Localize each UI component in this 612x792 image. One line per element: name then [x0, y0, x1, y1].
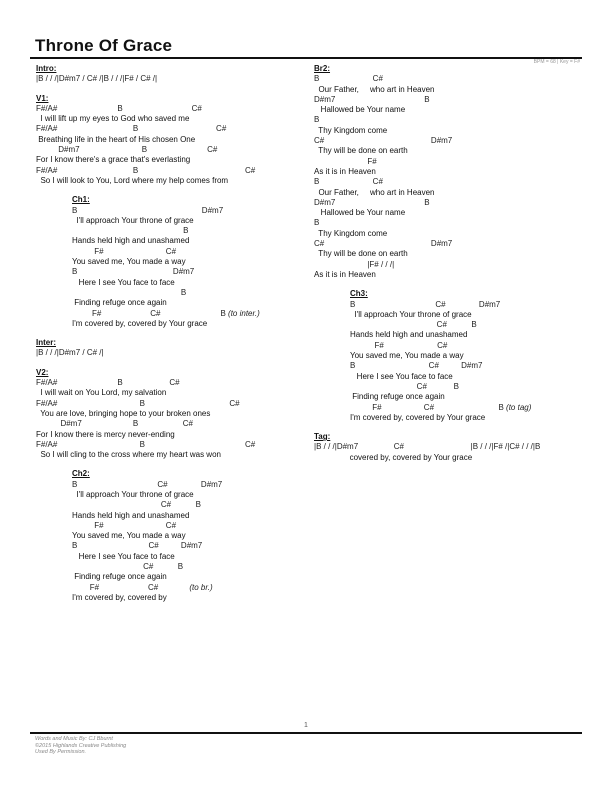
lyric-text: Thy will be done on earth: [314, 146, 408, 156]
lyric-text: I will wait on You Lord, my salvation: [36, 388, 167, 398]
lyric-line: [72, 257, 306, 267]
lyric-text: As it is in Heaven: [314, 166, 376, 176]
lyric-text: I'll approach Your throne of grace: [72, 489, 194, 499]
lyric-line: [314, 249, 584, 259]
lyric-text: Here I see You face to face: [72, 551, 175, 561]
chord-text: D#m7 B C#: [36, 419, 193, 429]
lyric-text: Hallowed be Your name: [314, 105, 406, 115]
lyric-text: I will lift up my eyes to God who saved me: [36, 114, 190, 124]
chord-text: |B / / /|D#m7 / C# /|: [36, 348, 104, 358]
section-heading: Intro:: [36, 64, 57, 73]
performance-note: (to inter.): [228, 308, 260, 318]
lyric-line: [36, 155, 306, 165]
lyric-text: You are love, bringing hope to your broken ones: [36, 408, 211, 418]
lyric-line: [72, 319, 306, 329]
bpm-key-info: BPM = 68 | Key = F#: [533, 59, 580, 65]
chord-line: [72, 288, 306, 298]
chord-text: B: [72, 287, 187, 297]
lyric-line: [72, 490, 306, 500]
lyric-text: Our Father, who art in Heaven: [314, 84, 435, 94]
section-heading: Ch3:: [350, 289, 368, 299]
header-divider: [30, 57, 582, 59]
chord-text: C# B: [72, 500, 201, 510]
chord-line: [314, 239, 584, 249]
lyric-text: You saved me, You made a way: [72, 257, 186, 267]
chord-text: B C# D#m7: [350, 361, 483, 371]
lyric-line: [36, 430, 306, 440]
chord-line: [36, 378, 306, 388]
lyric-text: So I will cling to the cross where my heart was won: [36, 450, 221, 460]
chord-line: [36, 399, 306, 409]
chord-text: F# C#: [350, 340, 448, 350]
lyric-text: Hands held high and unashamed: [72, 510, 190, 520]
footer: [35, 736, 126, 756]
chord-line: [314, 218, 584, 228]
section-heading: Ch1:: [72, 195, 90, 205]
chord-line: [72, 500, 306, 510]
chord-text: F#/A# B C#: [36, 165, 256, 175]
chord-text: F# C# B: [72, 308, 229, 318]
performance-note: (to br.): [189, 582, 213, 592]
lyric-line: [72, 278, 306, 288]
chord-line: [314, 260, 584, 270]
lyric-line: [72, 298, 306, 308]
chord-text: F# C# B: [350, 402, 507, 412]
chord-text: F#: [314, 156, 377, 166]
lyric-line: [314, 453, 584, 463]
page-number: 1: [304, 722, 308, 729]
chord-line: [72, 521, 306, 531]
chord-text: F#/A# B C#: [36, 398, 240, 408]
lyric-line: [350, 330, 584, 340]
chord-line: [72, 247, 306, 257]
chord-text: D#m7 B C#: [36, 145, 218, 155]
lyric-text: For I know there is mercy never-ending: [36, 429, 175, 439]
lyric-text: Here I see You face to face: [350, 371, 453, 381]
chord-line: [72, 226, 306, 236]
performance-note: (to tag): [506, 402, 532, 412]
lyric-text: Our Father, who art in Heaven: [314, 187, 435, 197]
chord-line: [72, 562, 306, 572]
lyric-line: [350, 351, 584, 361]
chord-line: [350, 361, 584, 371]
chord-line: [314, 136, 584, 146]
lyric-line: [72, 236, 306, 246]
chord-text: B C# D#m7: [350, 299, 501, 309]
chord-text: B C# D#m7: [72, 541, 203, 551]
chord-text: D#m7 B: [314, 94, 430, 104]
section-heading: Ch2:: [72, 469, 90, 479]
song-section: [72, 195, 306, 329]
section-heading: V2:: [36, 367, 49, 377]
lyric-text: Here I see You face to face: [72, 277, 175, 287]
chord-line: [314, 115, 584, 125]
lyric-line: [314, 229, 584, 239]
lyric-text: You saved me, You made a way: [72, 531, 186, 541]
song-section: [350, 289, 584, 423]
lyric-line: [36, 388, 306, 398]
lyric-line: [314, 146, 584, 156]
chord-text: D#m7 B: [314, 197, 430, 207]
chord-line: [350, 300, 584, 310]
chord-text: C# B: [72, 562, 184, 572]
lyric-line: [36, 409, 306, 419]
lyric-text: You saved me, You made a way: [350, 351, 464, 361]
lyric-text: Finding refuge once again: [350, 392, 445, 402]
lyric-text: Hands held high and unashamed: [72, 236, 190, 246]
chord-text: |F# / / /|: [314, 259, 395, 269]
lyric-line: [314, 188, 584, 198]
chord-line: [350, 341, 584, 351]
chord-line: [72, 206, 306, 216]
lyric-line: [72, 216, 306, 226]
chord-line: [36, 440, 306, 450]
lyric-line: [350, 392, 584, 402]
lyric-line: [36, 135, 306, 145]
chord-line: [350, 403, 584, 413]
lyric-line: [72, 511, 306, 521]
chord-line: [36, 166, 306, 176]
lyric-text: covered by, covered by Your grace: [314, 452, 473, 462]
song-title: Throne Of Grace: [35, 36, 173, 55]
lyric-line: [72, 531, 306, 541]
chord-text: B D#m7: [72, 205, 224, 215]
chord-text: B: [72, 226, 189, 236]
lyric-line: [36, 114, 306, 124]
lyric-text: Thy will be done on earth: [314, 249, 408, 259]
song-section: [314, 432, 584, 463]
chord-line: [36, 104, 306, 114]
chord-line: [36, 348, 306, 358]
lyric-text: Thy Kingdom come: [314, 125, 388, 135]
chord-line: [314, 198, 584, 208]
chord-line: [36, 419, 306, 429]
chord-line: [36, 124, 306, 134]
chord-line: [350, 320, 584, 330]
chord-text: F#/A# B C#: [36, 124, 227, 134]
footer-divider: [30, 732, 582, 734]
lyric-line: [36, 176, 306, 186]
chord-text: B C#: [314, 177, 383, 187]
lyric-text: So I will look to You, Lord where my help comes from: [36, 175, 229, 185]
chord-line: [72, 480, 306, 490]
lyric-text: I'm covered by, covered by: [72, 592, 167, 602]
song-section: [72, 469, 306, 603]
chord-text: F#/A# B C#: [36, 439, 256, 449]
chord-text: C# B: [350, 381, 459, 391]
chord-line: [72, 267, 306, 277]
lyric-line: [314, 270, 584, 280]
lyric-text: I'm covered by, covered by Your grace: [350, 412, 486, 422]
right-column: [314, 64, 584, 463]
lyric-line: [72, 552, 306, 562]
chord-line: [350, 382, 584, 392]
chord-text: C# D#m7: [314, 239, 453, 249]
lyric-line: [314, 85, 584, 95]
section-heading: V1:: [36, 93, 49, 103]
lyric-line: [36, 450, 306, 460]
lyric-line: [314, 167, 584, 177]
lyric-text: Hands held high and unashamed: [350, 330, 468, 340]
section-heading: Inter:: [36, 338, 56, 348]
chord-text: F#/A# B C#: [36, 103, 202, 113]
lyric-text: I'm covered by, covered by Your grace: [72, 318, 208, 328]
lyric-line: [72, 572, 306, 582]
song-section: [36, 94, 306, 187]
left-column: [36, 64, 306, 603]
chord-text: B D#m7: [72, 267, 195, 277]
section-heading: Tag:: [314, 432, 331, 442]
chord-line: [36, 145, 306, 155]
lyric-line: [350, 372, 584, 382]
lyric-text: Hallowed be Your name: [314, 208, 406, 218]
chord-text: F# C#: [72, 582, 190, 592]
lyric-text: Breathing life in the heart of His chosen One: [36, 134, 196, 144]
chord-line: [36, 74, 306, 84]
chord-line: [72, 541, 306, 551]
chord-text: |B / / /|D#m7 / C# /|B / / /|F# / C# /|: [36, 74, 158, 84]
lyric-text: Finding refuge once again: [72, 572, 167, 582]
chord-text: F# C#: [72, 246, 177, 256]
chord-text: B C#: [314, 74, 383, 84]
chord-text: B: [314, 218, 320, 228]
chord-line: [314, 157, 584, 167]
chord-text: C# B: [350, 320, 477, 330]
chord-line: [314, 95, 584, 105]
lyric-text: Finding refuge once again: [72, 298, 167, 308]
chord-text: F#/A# B C#: [36, 378, 180, 388]
chord-line: [72, 309, 306, 319]
lyric-line: [350, 413, 584, 423]
section-heading: Br2:: [314, 64, 331, 73]
song-section: [36, 338, 306, 359]
chord-line: [72, 583, 306, 593]
lyric-text: As it is in Heaven: [314, 269, 376, 279]
footer-copyright: ©2015 Highlands Creative Publishing: [35, 742, 127, 749]
lyric-line: [314, 208, 584, 218]
lyric-line: [314, 126, 584, 136]
chord-line: [314, 442, 584, 452]
chord-text: B: [314, 115, 320, 125]
lyric-line: [72, 593, 306, 603]
chord-text: C# D#m7: [314, 136, 453, 146]
lyric-text: For I know there's a grace that's everlasting: [36, 155, 191, 165]
lyric-text: Thy Kingdom come: [314, 228, 388, 238]
lyric-text: I'll approach Your throne of grace: [350, 309, 472, 319]
chord-line: [314, 177, 584, 187]
chord-line: [314, 74, 584, 84]
lyric-line: [314, 105, 584, 115]
chord-text: B C# D#m7: [72, 479, 223, 489]
song-section: [36, 64, 306, 85]
song-section: [36, 368, 306, 461]
chord-text: F# C#: [72, 520, 177, 530]
footer-credits: Words and Music By: CJ Bburnt: [35, 736, 113, 742]
lyric-text: I'll approach Your throne of grace: [72, 215, 194, 225]
lyric-line: [350, 310, 584, 320]
footer-permission: Used By Permission.: [35, 749, 87, 755]
song-section: [314, 64, 584, 280]
chord-text: |B / / /|D#m7 C# |B / / /|F# /|C# / / /|B: [314, 442, 541, 452]
